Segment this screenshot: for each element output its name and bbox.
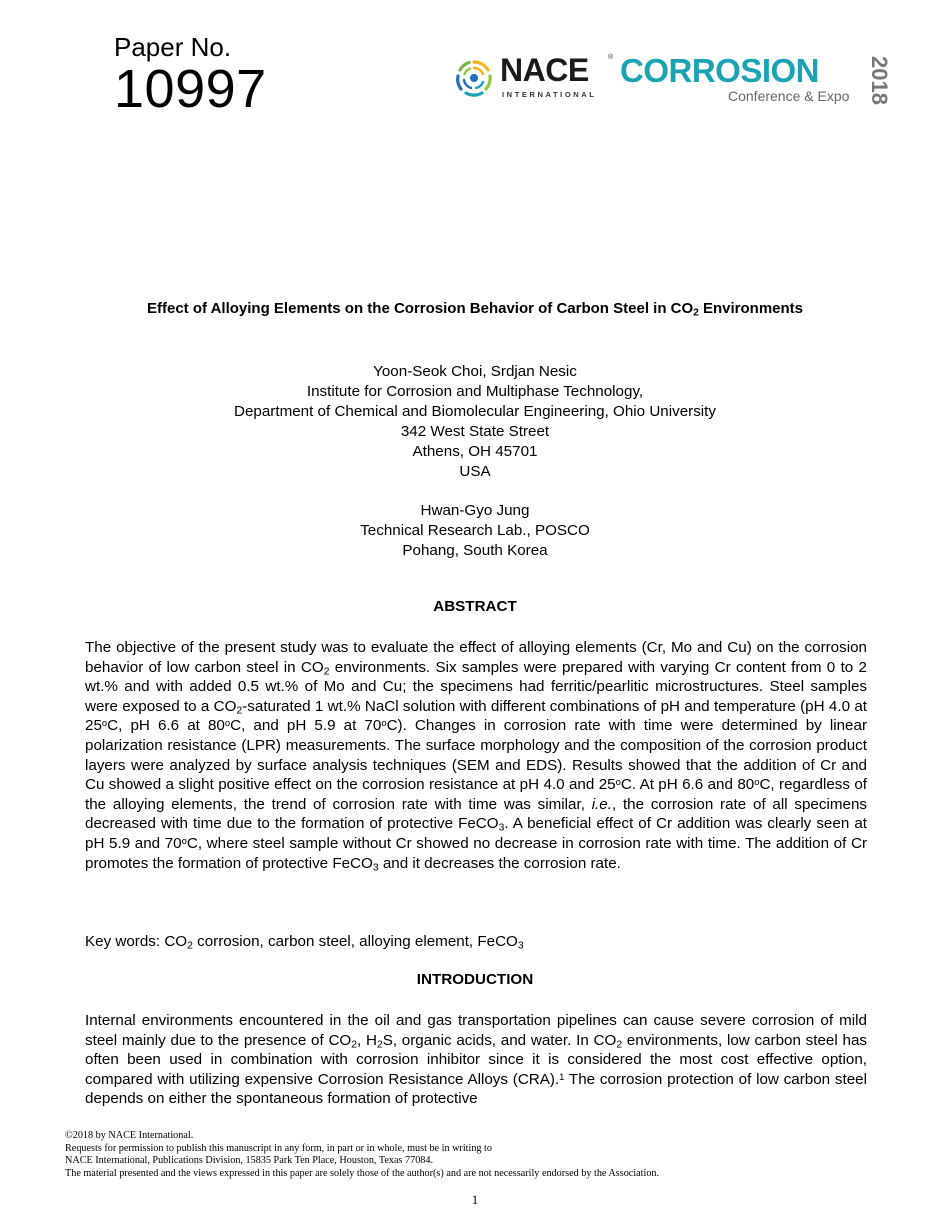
paper-number-label: Paper No. bbox=[114, 32, 232, 62]
footer-line: Requests for permission to publish this manuscript in any form, in part or in whole, must be in writing to bbox=[65, 1142, 492, 1154]
affiliation-line: Technical Research Lab., POSCO bbox=[360, 522, 590, 539]
affiliation-line: Department of Chemical and Biomolecular Engineering, Ohio University bbox=[233, 403, 716, 420]
footer-line: ©2018 by NACE International. bbox=[65, 1130, 194, 1141]
keywords: Key words: $CO_2$ corrosion, carbon steel, alloying element, FeCO$_3$ bbox=[85, 933, 524, 952]
page-number: 1 bbox=[471, 1192, 479, 1207]
author-names: Hwan-Gyo Jung bbox=[420, 502, 530, 519]
author-affiliations bbox=[0, 362, 950, 561]
author-names: Yoon-Seok Choi, Srdjan Nesic bbox=[373, 363, 577, 380]
introduction-paragraph: Internal environments encountered in the oil and gas transportation pipelines can cause severe corrosion of mild steel mainly due to the presence of $CO_2$, $H_2S$, organic acids, and water. In $CO_2$ environments, low carbon steel has often been used in combination with corrosion inhibitor since it is considered the most cost effective option, compared with utilizing expensive Corrosion Resistance Alloys (CRA).$^1$ The corrosion protection of low carbon steel depends on either the spontaneous formation of protective bbox=[85, 1012, 867, 1108]
affiliation-line: Institute for Corrosion and Multiphase Technology, bbox=[306, 383, 644, 400]
abstract-paragraph: The objective of the present study was to evaluate the effect of alloying elements (Cr, Mo and Cu) on the corrosion behavior of low carbon steel in $CO_2$ environments. Six samples were prepared with varying Cr content from 0 to 2 wt.% and with added 0.5 wt.% of Mo and Cu; the specimens had ferritic/pearlitic microstructures. Steel samples were exposed to a $CO_2$-saturated 1 wt.% NaCl solution with different combinations of pH and temperature (pH 4.0 at 25$^o$C, pH 6.6 at 80$^o$C, and pH 5.9 at 70$^o$C). Changes in corrosion rate with time were determined by linear polarization resistance (LPR) measurements. The surface morphology and the composition of the corrosion product layers were analyzed by surface analysis techniques (SEM and EDS). Results showed that the addition of Cr and Cu showed a slight positive effect on the corrosion resistance at pH 4.0 and 25$^o$C. At pH 6.6 and 80$^o$C, regardless of the alloying elements, the trend of corrosion rate with time was similar, i.e., the corrosion rate of all specimens decreased with time due to the formation of protective FeCO$_3$. A beneficial effect of Cr addition was clearly seen at pH 5.9 and 70$^o$C, where steel sample without Cr showed no decrease in corrosion rate with time. The addition of Cr promotes the formation of protective FeCO$_3$ and it decreases the corrosion rate. bbox=[85, 639, 868, 874]
address-line: USA bbox=[459, 463, 491, 480]
footer-line: NACE International, Publications Division, 15835 Park Ten Place, Houston, Texas 77084. bbox=[65, 1155, 434, 1167]
conference-expo-text: Conference & Expo bbox=[728, 88, 850, 104]
nace-international-text: INTERNATIONAL bbox=[502, 90, 597, 99]
address-line: 342 West State Street bbox=[400, 423, 550, 440]
nace-globe-icon bbox=[452, 56, 496, 100]
paper-title: Effect of Alloying Elements on the Corrosion Behavior of Carbon Steel in $CO_2$ Environments bbox=[146, 300, 804, 319]
year-text: 2018 bbox=[867, 56, 892, 105]
address-line: Pohang, South Korea bbox=[402, 542, 548, 559]
registered-mark: ® bbox=[608, 54, 614, 61]
nace-wordmark: NACE bbox=[500, 52, 589, 88]
paper-number-value: 10997 bbox=[114, 59, 267, 119]
corrosion-wordmark: CORROSION bbox=[620, 52, 820, 89]
footer-line: The material presented and the views expressed in this paper are solely those of the author(s) and are not necessarily endorsed by the Association. bbox=[65, 1167, 660, 1179]
year-vertical bbox=[864, 54, 892, 110]
abstract-heading: ABSTRACT bbox=[433, 598, 517, 615]
conference-logo bbox=[452, 52, 892, 114]
address-line: Athens, OH 45701 bbox=[412, 443, 538, 460]
introduction-heading: INTRODUCTION bbox=[416, 971, 534, 988]
paper-number bbox=[114, 32, 267, 119]
copyright-footer bbox=[65, 1130, 659, 1180]
